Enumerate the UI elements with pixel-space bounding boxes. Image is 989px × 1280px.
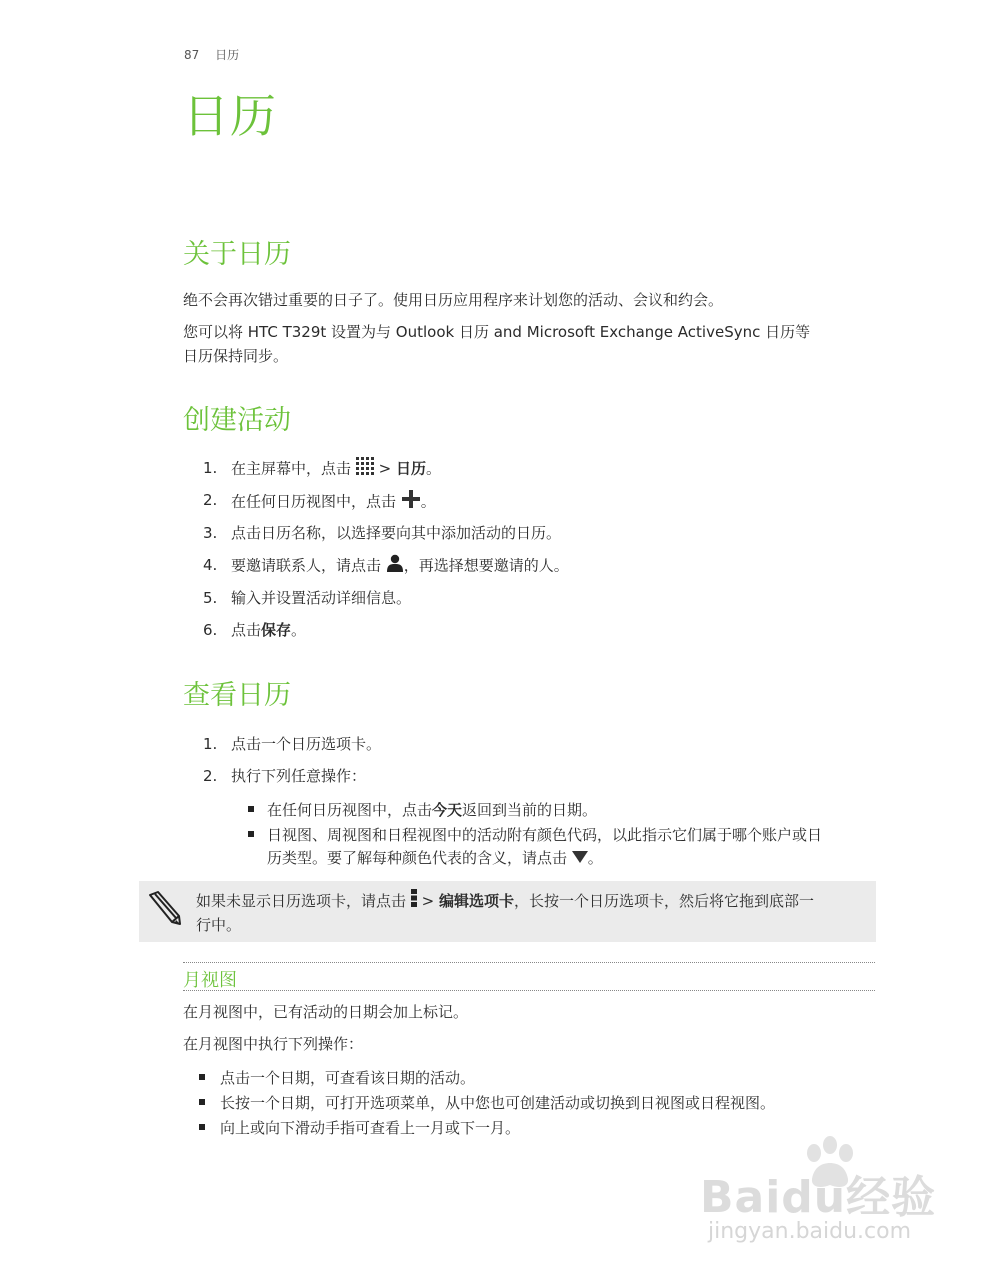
month-view-heading: 月视图 bbox=[183, 970, 237, 991]
create-step-5: 输入并设置活动详细信息。 bbox=[231, 589, 412, 607]
month-bullet-2: 长按一个日期，可打开选项菜单，从中您也可创建活动或切换到日视图或日程视图。 bbox=[220, 1094, 776, 1112]
divider-top bbox=[183, 962, 875, 963]
arrow-separator: > bbox=[378, 459, 392, 478]
step-text-tail: ，再选择想要邀请的人。 bbox=[403, 556, 569, 575]
step-number: 4. bbox=[203, 556, 218, 574]
bullet-marker bbox=[248, 806, 254, 812]
watermark-brand: Baidu经验 bbox=[700, 1172, 937, 1223]
chapter-title: 日历 bbox=[183, 89, 277, 143]
step-number: 3. bbox=[203, 524, 218, 542]
step-punct: 。 bbox=[425, 459, 441, 478]
step-number: 6. bbox=[203, 621, 218, 639]
month-bullet-1: 点击一个日期，可查看该日期的活动。 bbox=[220, 1069, 476, 1087]
triangle-down-icon bbox=[572, 848, 588, 870]
month-view-paragraph-2: 在月视图中执行下列操作： bbox=[183, 1035, 364, 1053]
step-text: 在主屏幕中，点击 bbox=[231, 459, 352, 478]
bullet-punct: 。 bbox=[587, 849, 603, 867]
create-step-1 bbox=[231, 457, 441, 481]
step-number: 1. bbox=[203, 735, 218, 753]
about-paragraph-2 bbox=[183, 320, 873, 368]
note-text-tail: ，长按一个日历选项卡，然后将它拖到底部一 bbox=[513, 892, 814, 910]
person-icon bbox=[386, 554, 404, 578]
about-paragraph-2-line-1: 您可以将 HTC T329t 设置为与 Outlook 日历 and Microsoft Exchange ActiveSync 日历等 bbox=[183, 323, 811, 341]
note-line-1 bbox=[196, 889, 868, 914]
step-number: 2. bbox=[203, 767, 218, 785]
step-number: 2. bbox=[203, 491, 218, 509]
today-label: 今天 bbox=[432, 801, 463, 819]
about-heading: 关于日历 bbox=[183, 239, 291, 270]
about-paragraph-1: 绝不会再次错过重要的日子了。使用日历应用程序来计划您的活动、会议和约会。 bbox=[183, 291, 724, 309]
bullet-marker bbox=[199, 1124, 205, 1130]
running-header bbox=[184, 46, 239, 63]
create-event-heading: 创建活动 bbox=[183, 405, 291, 436]
step-text: 点击 bbox=[231, 621, 262, 639]
bullet-marker bbox=[248, 831, 254, 837]
create-step-4 bbox=[231, 554, 569, 578]
bullet-text: 在任何日历视图中，点击 bbox=[267, 801, 433, 819]
step-number: 5. bbox=[203, 589, 218, 607]
edit-tabs-label: 编辑选项卡 bbox=[438, 892, 514, 910]
menu-dots-icon bbox=[411, 889, 417, 914]
create-step-2 bbox=[231, 489, 436, 515]
pencil-icon bbox=[146, 889, 184, 931]
step-punct: 。 bbox=[291, 621, 307, 639]
bullet-text: 历类型。要了解每种颜色代表的含义，请点击 bbox=[267, 849, 568, 867]
arrow-separator: > bbox=[421, 892, 435, 910]
watermark-url: jingyan.baidu.com bbox=[708, 1219, 912, 1244]
view-bullet-2-line-2 bbox=[267, 847, 603, 870]
view-bullet-2-line-1: 日视图、周视图和日程视图中的活动附有颜色代码，以此指示它们属于哪个账户或日 bbox=[267, 826, 823, 844]
step-text: 要邀请联系人，请点击 bbox=[231, 556, 382, 575]
note-text-start: 如果未显示日历选项卡，请点击 bbox=[196, 892, 407, 910]
bullet-marker bbox=[199, 1074, 205, 1080]
bullet-marker bbox=[199, 1099, 205, 1105]
save-label: 保存 bbox=[261, 621, 292, 639]
divider-bottom bbox=[183, 990, 875, 991]
note-text bbox=[196, 889, 868, 937]
baidu-watermark bbox=[700, 1135, 940, 1255]
about-paragraph-2-line-2: 日历保持同步。 bbox=[183, 347, 289, 365]
all-apps-grid-icon bbox=[356, 457, 374, 481]
month-bullet-3: 向上或向下滑动手指可查看上一月或下一月。 bbox=[220, 1119, 521, 1137]
create-step-6 bbox=[231, 619, 306, 641]
month-view-paragraph-1: 在月视图中，已有活动的日期会加上标记。 bbox=[183, 1003, 469, 1021]
step-punct: 。 bbox=[420, 492, 436, 511]
page-number: 87 bbox=[184, 48, 200, 62]
view-calendar-heading: 查看日历 bbox=[183, 680, 291, 711]
bullet-text-tail: 返回到当前的日期。 bbox=[462, 801, 598, 819]
create-step-3: 点击日历名称，以选择要向其中添加活动的日历。 bbox=[231, 524, 562, 542]
view-step-1: 点击一个日历选项卡。 bbox=[231, 735, 382, 753]
step-text: 在任何日历视图中，点击 bbox=[231, 492, 397, 511]
step-number: 1. bbox=[203, 459, 218, 477]
note-line-2: 行中。 bbox=[196, 916, 242, 934]
add-plus-icon bbox=[401, 489, 421, 515]
view-step-2: 执行下列任意操作： bbox=[231, 767, 367, 785]
calendar-app-label: 日历 bbox=[395, 459, 426, 478]
view-bullet-1 bbox=[267, 799, 597, 821]
running-section-title: 日历 bbox=[215, 48, 240, 62]
